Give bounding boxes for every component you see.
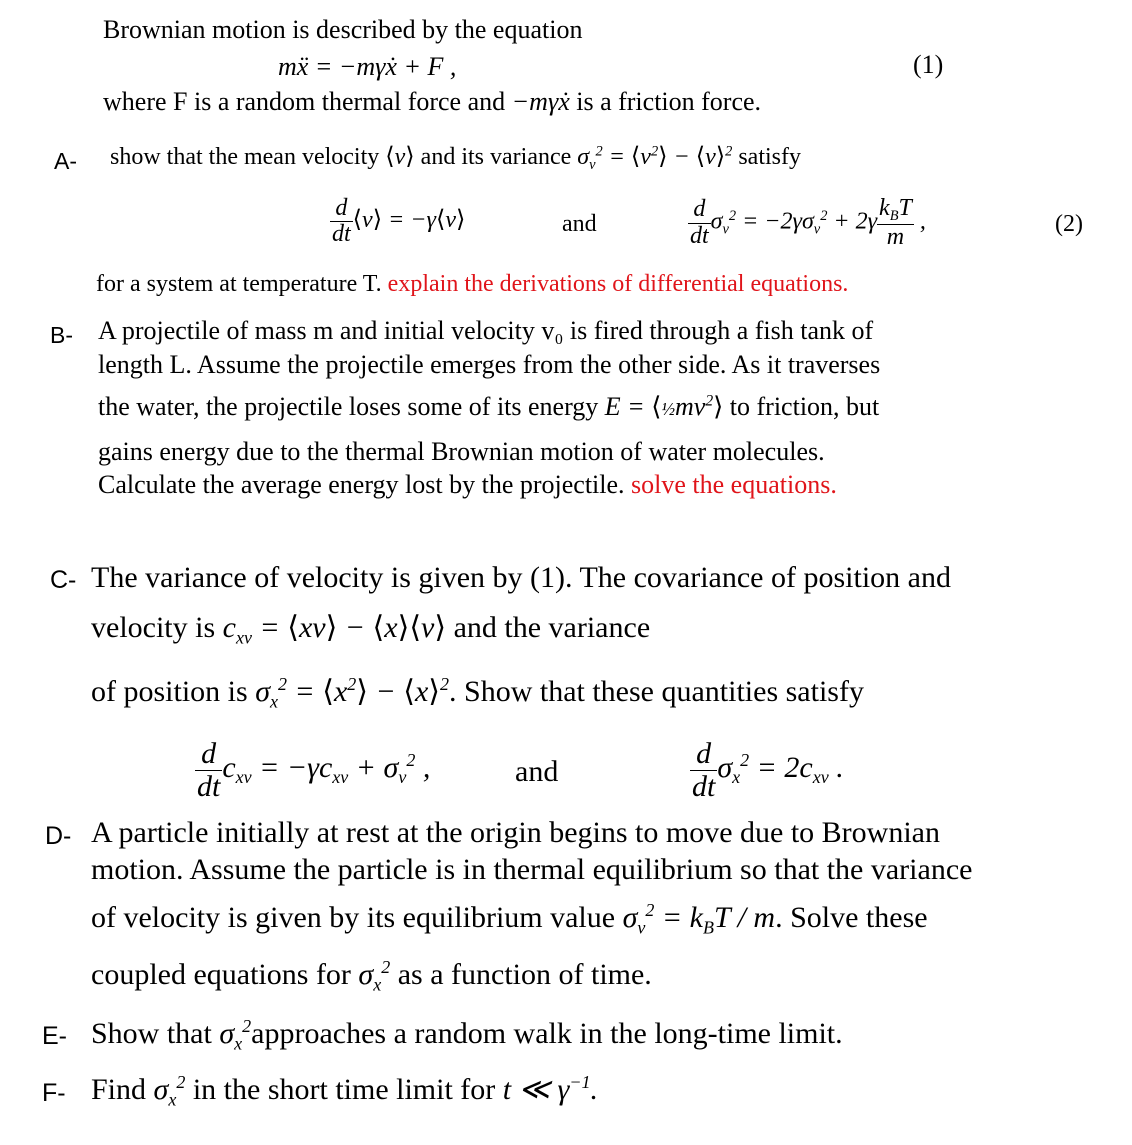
part-c-line-3-end: . Show that these quantities satisfy [449, 675, 864, 708]
part-c-and: and [515, 755, 559, 788]
velocity-variance-definition: $\sigma_v^2$ = $⟨v^2⟩$ − ⟨v⟩$^2$ [577, 142, 733, 174]
part-e-marker: E- [42, 1022, 67, 1050]
part-b-line-5 [98, 470, 837, 500]
part-a-text-a: show that the mean velocity [110, 144, 380, 170]
part-a-marker: A- [54, 148, 77, 174]
short-time-condition: t ≪ $\gamma^{-1}$. [502, 1072, 599, 1106]
part-b-instruction: solve the equations. [631, 470, 837, 499]
part-b-line-3 [98, 392, 879, 422]
equation-3a: $\frac{d}{dt}$ $c_{xv} = -\gamma c_{xv} + \sigma_v^2$ , [197, 737, 431, 803]
part-b-marker: B- [50, 322, 73, 348]
part-d-line-3-end: . Solve these [775, 900, 928, 934]
covariance-definition: $c_{xv}$ = ⟨xv⟩ − ⟨x⟩⟨v⟩ [222, 610, 447, 648]
equilibrium-variance: $\sigma_v^2 = k_BT / m$ [622, 900, 776, 938]
mean-velocity-symbol: ⟨v⟩ [385, 142, 415, 170]
part-a-text-c: satisfy [738, 144, 802, 170]
intro-line-2 [103, 87, 761, 117]
part-b-line-5-text: Calculate the average energy lost by the projectile. [98, 470, 625, 499]
position-variance-symbol: $\sigma_x^2$ [358, 957, 391, 995]
part-c-marker: C- [50, 566, 77, 594]
part-c-line-3 [91, 674, 864, 712]
position-variance-symbol-f: $\sigma_x^2$ [153, 1072, 186, 1110]
equation-3b: $\frac{d}{dt}$ $\sigma_x^2 = 2c_{xv}$ . [692, 737, 844, 803]
part-d-line-2: motion. Assume the particle is in thermal equilibrium so that the variance [91, 853, 973, 886]
part-a-instruction: explain the derivations of differential equations. [387, 271, 849, 297]
part-b-line-3-text: the water, the projectile loses some of its energy [98, 392, 599, 421]
part-d-line-3 [91, 900, 928, 938]
part-d-marker: D- [45, 822, 72, 850]
part-d-line-4-end: as a function of time. [397, 957, 652, 991]
part-f-text-a: Find [91, 1073, 147, 1106]
intro-line-1: Brownian motion is described by the equation [103, 15, 583, 44]
part-e-line [91, 1016, 843, 1054]
part-c-line-1: The variance of velocity is given by (1). The covariance of position and [91, 561, 951, 594]
equation-2b: $\frac{d}{dt}$ $\sigma_v^2 = -2\gamma\sigma_v^2 + 2\gamma$ $\frac{k_BT}{m}$ , [690, 195, 926, 251]
part-b-line-2: length L. Assume the projectile emerges from the other side. As it traverses [98, 350, 881, 379]
position-variance-definition: $\sigma_x^2$ = $⟨x^2⟩$ − ⟨x⟩$^2$ [255, 674, 450, 712]
equation-1: mẍ = −mγẋ + F , [278, 52, 457, 81]
part-e-text-b: approaches a random walk in the long-time limit. [251, 1016, 843, 1050]
part-c-line-2 [91, 610, 650, 648]
part-f-line [91, 1072, 598, 1110]
part-c-line-2-text: velocity is [91, 611, 216, 644]
friction-term: −mγẋ [511, 87, 570, 116]
part-a-line-1 [110, 142, 801, 174]
part-d-line-4-text: coupled equations for [91, 957, 351, 991]
part-d-line-3-text: of velocity is given by its equilibrium value [91, 900, 616, 934]
part-e-text-a: Show that [91, 1016, 212, 1050]
equation-2-label: (2) [1055, 211, 1083, 237]
position-variance-symbol-e: $\sigma_x^2$ [219, 1016, 252, 1054]
part-a-and: and [562, 211, 597, 237]
energy-definition: $E = ⟨\frac{1}{2}mv^2⟩$ [604, 392, 724, 422]
part-f-text-b: in the short time limit for [192, 1073, 496, 1106]
part-a-text-b: and its variance [420, 144, 572, 170]
part-c-line-3-text: of position is [91, 675, 248, 708]
intro-line-2-text: where F is a random thermal force and [103, 87, 506, 116]
part-b-line-4: gains energy due to the thermal Brownian motion of water molecules. [98, 437, 825, 466]
part-b-line-3-end: to friction, but [729, 392, 880, 421]
part-c-line-2-end: and the variance [453, 611, 651, 644]
part-d-line-1: A particle initially at rest at the origin begins to move due to Brownian [91, 816, 940, 849]
part-a-footer-text: for a system at temperature T. [96, 271, 382, 297]
part-f-marker: F- [42, 1079, 66, 1107]
equation-2a: $\frac{d}{dt}$ ⟨v⟩ = −γ⟨v⟩ [332, 195, 466, 248]
part-a-footer [96, 271, 848, 298]
equation-1-label: (1) [913, 50, 944, 79]
intro-line-2-end: is a friction force. [576, 87, 762, 116]
part-b-line-1: A projectile of mass m and initial velocity v₀ is fired through a fish tank of [98, 316, 874, 345]
part-d-line-4 [91, 957, 652, 995]
